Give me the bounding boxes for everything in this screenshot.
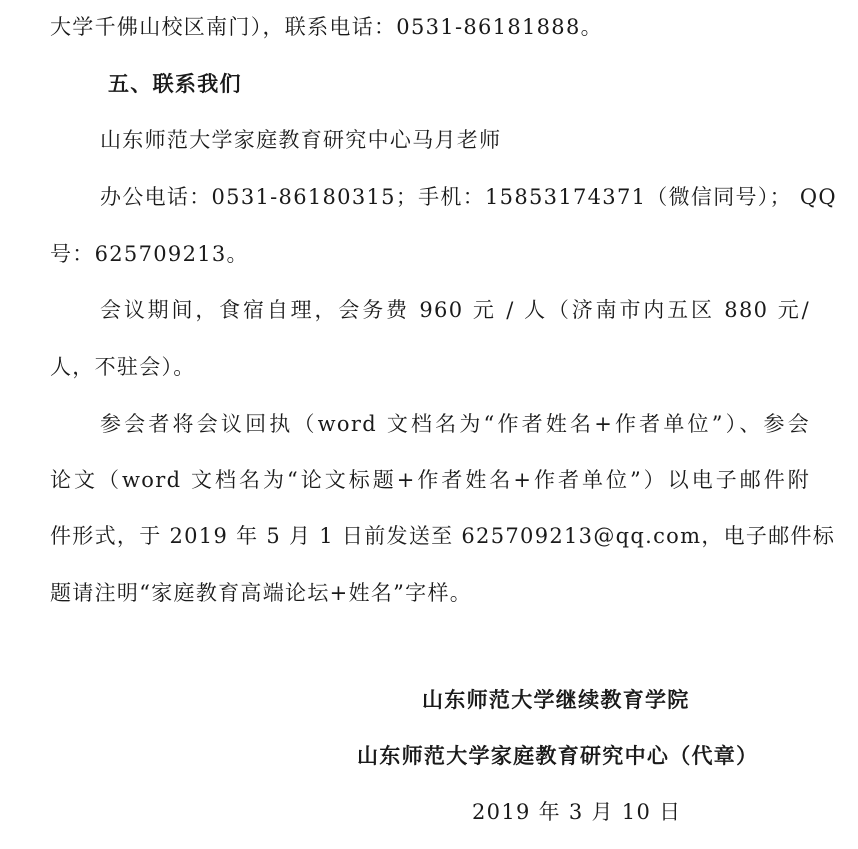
section-heading-contact: 五、联系我们: [108, 71, 242, 96]
contact-qq: 号：625709213。: [50, 242, 249, 266]
submission-line-2: 论文（word 文档名为“论文标题+作者姓名+作者单位”）以电子邮件附: [50, 468, 810, 492]
fee-line-1: 会议期间，食宿自理，会务费 960 元 / 人（济南市内五区 880 元/: [100, 298, 810, 322]
contact-person: 山东师范大学家庭教育研究中心马月老师: [100, 128, 502, 152]
signature-date: 2019 年 3 月 10 日: [472, 800, 682, 824]
submission-line-3: 件形式，于 2019 年 5 月 1 日前发送至 625709213@qq.com，电子邮件标: [50, 524, 836, 548]
signature-org-1: 山东师范大学继续教育学院: [422, 687, 690, 712]
signature-org-2: 山东师范大学家庭教育研究中心（代章）: [357, 743, 759, 768]
contact-phones: 办公电话：0531-86180315；手机：15853174371（微信同号）； QQ: [100, 185, 837, 209]
body-line-1: 大学千佛山校区南门），联系电话：0531-86181888。: [50, 15, 603, 39]
fee-line-2: 人，不驻会）。: [50, 355, 196, 379]
submission-line-4: 题请注明“家庭教育高端论坛+姓名”字样。: [50, 581, 473, 605]
submission-line-1: 参会者将会议回执（word 文档名为“作者姓名+作者单位”）、参会: [100, 412, 810, 436]
